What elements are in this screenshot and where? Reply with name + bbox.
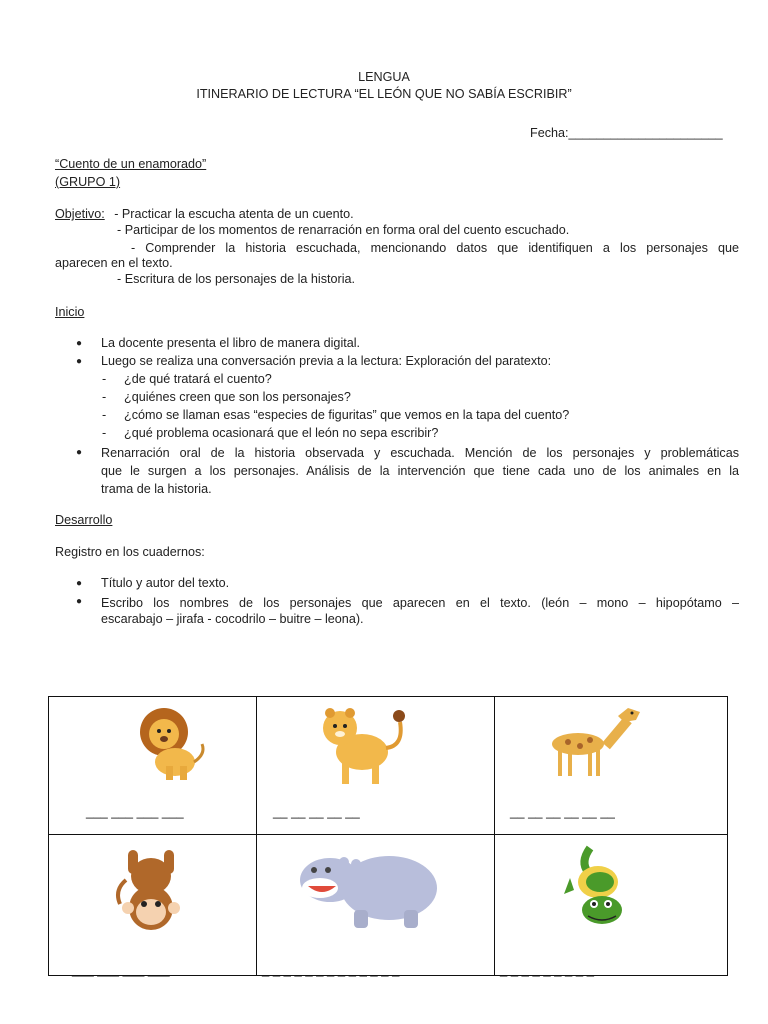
crocodile-icon [562, 842, 628, 934]
grid-divider [494, 697, 495, 975]
name-blanks[interactable]: __ __ __ __ __ [273, 804, 360, 819]
objective-item: - Participar de los momentos de renarración en forma oral del cuento escuchado. [117, 223, 570, 237]
question-item: ¿cómo se llaman esas “especies de figuritas” que vemos en la tapa del cuento? [124, 408, 570, 422]
bullet-icon: ● [76, 447, 83, 458]
date-label: Fecha: [530, 126, 569, 140]
story-group: (GRUPO 1) [55, 175, 121, 189]
question-item: ¿qué problema ocasionará que el león no sepa escribir? [124, 426, 439, 440]
objective-item: - Escritura de los personajes de la historia. [117, 272, 355, 286]
objective-line-1 [55, 207, 354, 221]
question-item: ¿quiénes creen que son los personajes? [124, 390, 351, 404]
bullet-icon: ● [76, 578, 83, 589]
inicio-heading: Inicio [55, 305, 85, 319]
document-title: ITINERARIO DE LECTURA “EL LEÓN QUE NO SABÍA ESCRIBIR” [196, 87, 572, 101]
subject-heading: LENGUA [358, 70, 410, 84]
inicio-bullet: Luego se realiza una conversación previa a la lectura: Exploración del paratexto: [101, 354, 552, 368]
dash-icon: - [102, 390, 107, 404]
dash-icon: - [102, 372, 107, 386]
desarrollo-heading: Desarrollo [55, 513, 113, 527]
lioness-icon [310, 702, 415, 792]
objective-label: Objetivo: [55, 207, 105, 221]
desarrollo-bullet: Escribo los nombres de los personajes que aparecen en el texto. (león – mono – hipopótamo – [101, 596, 739, 610]
bullet-icon: ● [76, 338, 83, 349]
desarrollo-bullet: Título y autor del texto. [101, 576, 230, 590]
name-blanks[interactable]: _ _ _ _ _ _ _ _ _ _ _ _ _ [262, 962, 400, 977]
desarrollo-bullet-cont: escarabajo – jirafa - cocodrilo – buitre – leona). [101, 612, 364, 626]
objective-item: - Comprender la historia escuchada, mencionando datos que identifiquen a los personajes que [131, 241, 739, 255]
dash-icon: - [102, 426, 107, 440]
registro-text: Registro en los cuadernos: [55, 545, 205, 559]
dash-icon: - [102, 408, 107, 422]
name-blanks[interactable]: _ _ _ _ _ _ _ _ _ [500, 962, 594, 977]
renarration-line: trama de la historia. [101, 482, 212, 496]
renarration-line: Renarración oral de la historia observada y escuchada. Mención de los personajes y problemáticas [101, 446, 739, 460]
giraffe-icon [548, 702, 653, 782]
bullet-icon: ● [76, 356, 83, 367]
name-blanks[interactable]: __ __ __ __ __ __ [510, 804, 615, 819]
name-blanks[interactable]: ___ ___ ___ ___ [86, 804, 184, 819]
monkey-icon [106, 842, 196, 937]
bullet-icon: ● [76, 596, 83, 607]
story-name: “Cuento de un enamorado” [55, 157, 207, 171]
objective-item-cont: aparecen en el texto. [55, 256, 173, 270]
hippo-icon [294, 840, 444, 932]
grid-divider [49, 834, 727, 835]
renarration-line: que le surgen a los personajes. Análisis de la intervención que tiene cada uno de los animales en la [101, 464, 739, 478]
lion-icon [130, 704, 210, 784]
question-item: ¿de qué tratará el cuento? [124, 372, 272, 386]
grid-divider [256, 697, 257, 975]
objective-item: - Practicar la escucha atenta de un cuento. [114, 207, 354, 221]
date-field [530, 126, 723, 140]
date-line: ______________________ [568, 126, 723, 140]
inicio-bullet: La docente presenta el libro de manera digital. [101, 336, 361, 350]
name-blanks[interactable]: ___ ___ ___ ___ [72, 962, 170, 977]
